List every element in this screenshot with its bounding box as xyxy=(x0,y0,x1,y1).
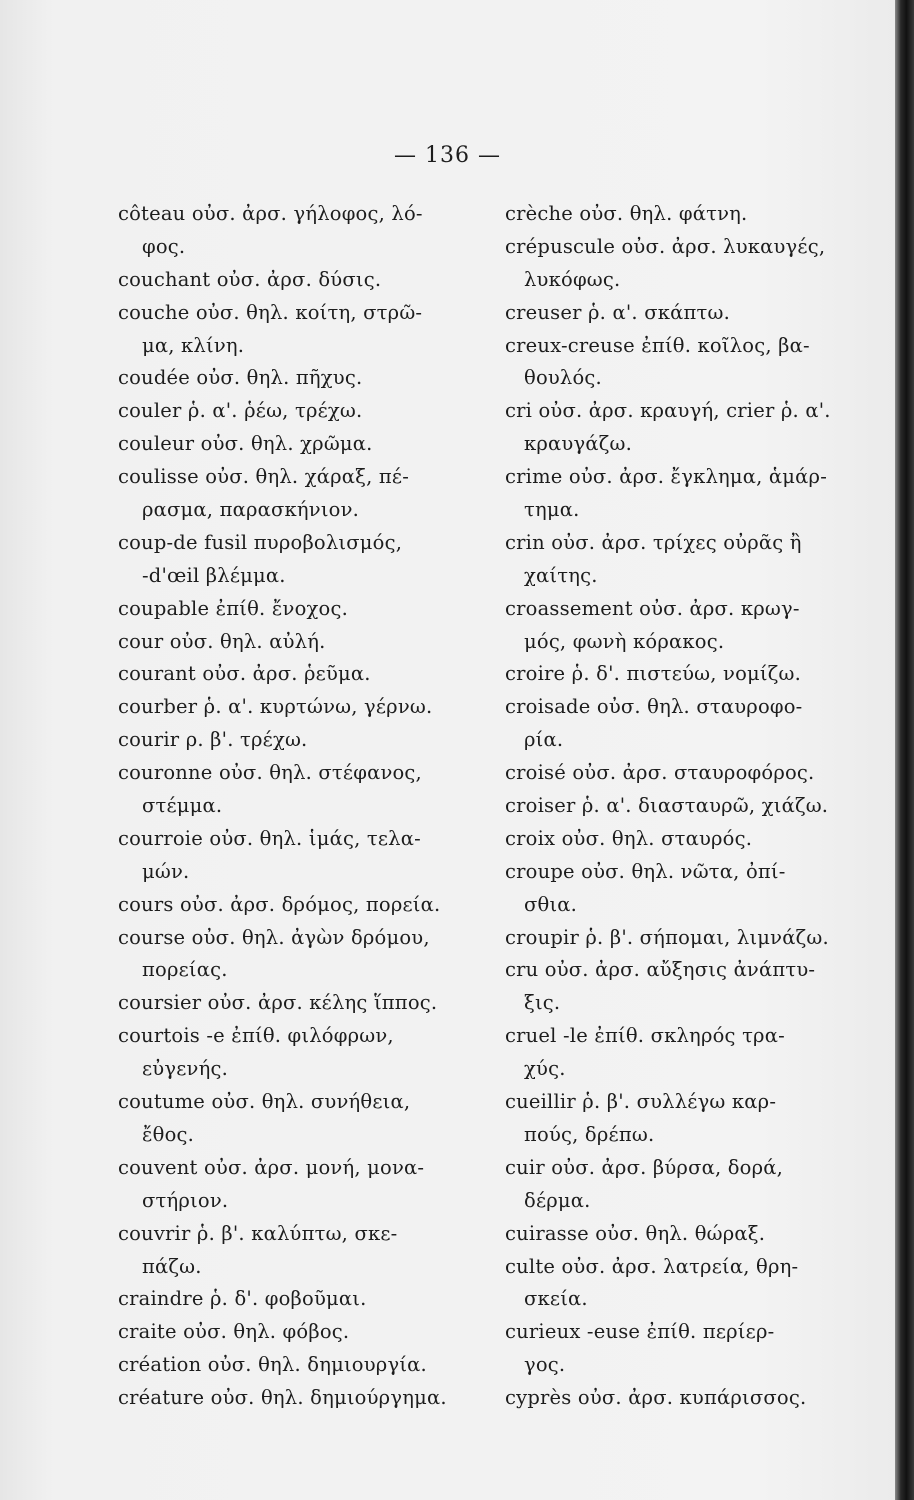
dictionary-entry-continuation: γος. xyxy=(524,1353,566,1377)
dictionary-entry-continuation: φος. xyxy=(142,234,186,258)
page-edge-shadow xyxy=(895,0,914,1500)
dictionary-entry-continuation: -d'œil βλέμμα. xyxy=(142,563,286,587)
dictionary-entry-line: cyprès οὐσ. ἀρσ. κυπάρισσος. xyxy=(505,1386,807,1410)
dictionary-entry-continuation: δέρμα. xyxy=(524,1188,591,1212)
dictionary-entry-line: crépuscule οὐσ. ἀρσ. λυκαυγές, xyxy=(505,234,826,258)
dictionary-entry-continuation: εὐγενής. xyxy=(142,1057,228,1081)
dictionary-entry-line: couler ῥ. α'. ῥέω, τρέχω. xyxy=(118,399,363,423)
dictionary-entry-line: craindre ῥ. δ'. φοβοῦμαι. xyxy=(118,1287,367,1311)
dictionary-entry-continuation: μών. xyxy=(142,859,190,883)
dictionary-entry-line: croix οὐσ. θηλ. σταυρός. xyxy=(505,826,753,850)
dictionary-entry-continuation: τημα. xyxy=(524,498,580,522)
dictionary-entry-continuation: ξις. xyxy=(524,991,561,1015)
dictionary-entry-line: cruel -le ἐπίθ. σκληρός τρα- xyxy=(505,1024,785,1048)
dictionary-entry-continuation: στέμμα. xyxy=(142,794,223,818)
dictionary-entry-line: crèche οὐσ. θηλ. φάτνη. xyxy=(505,202,748,225)
dictionary-entry-continuation: σθια. xyxy=(524,892,578,916)
left-column xyxy=(118,198,488,1415)
dictionary-entry-line: coursier οὐσ. ἀρσ. κέλης ἵππος. xyxy=(118,991,438,1015)
dictionary-entry-continuation: μός, φωνὴ κόρακος. xyxy=(524,629,725,653)
dictionary-entry-line: croisade οὐσ. θηλ. σταυροφο- xyxy=(505,695,803,719)
dictionary-entry-line: couche οὐσ. θηλ. κοίτη, στρῶ- xyxy=(118,300,423,324)
dictionary-entry-continuation: χύς. xyxy=(524,1057,566,1081)
dictionary-entry-line: cri οὐσ. ἀρσ. κραυγή, crier ῥ. α'. xyxy=(505,399,831,423)
dictionary-entry-line: coudée οὐσ. θηλ. πῆχυς. xyxy=(118,366,363,390)
dictionary-entry-line: création οὐσ. θηλ. δημιουργία. xyxy=(118,1353,427,1377)
dictionary-entry-continuation: κραυγάζω. xyxy=(524,432,632,456)
dictionary-entry-continuation: πορείας. xyxy=(142,958,228,982)
dictionary-entry-line: course οὐσ. θηλ. ἀγὼν δρόμου, xyxy=(118,925,430,949)
dictionary-entry-continuation: ἔθος. xyxy=(142,1122,195,1146)
dictionary-entry-line: crin οὐσ. ἀρσ. τρίχες οὐρᾶς ἢ xyxy=(505,530,802,554)
dictionary-entry-line: cuir οὐσ. ἀρσ. βύρσα, δορά, xyxy=(505,1155,784,1179)
dictionary-entry-line: couleur οὐσ. θηλ. χρῶμα. xyxy=(118,432,373,456)
dictionary-entry-continuation: θουλός. xyxy=(524,366,602,390)
dictionary-entry-line: croisé οὐσ. ἀρσ. σταυροφόρος. xyxy=(505,761,815,785)
dictionary-entry-line: curieux -euse ἐπίθ. περίερ- xyxy=(505,1320,775,1344)
dictionary-entry-line: creuser ῥ. α'. σκάπτω. xyxy=(505,300,730,324)
dictionary-entry-line: cour οὐσ. θηλ. αὐλή. xyxy=(118,629,326,653)
page-number: — 136 — xyxy=(394,143,501,168)
dictionary-entry-continuation: στήριον. xyxy=(142,1188,229,1212)
dictionary-entry-line: croupe οὐσ. θηλ. νῶτα, ὀπί- xyxy=(505,859,786,883)
dictionary-entry-line: coupable ἐπίθ. ἔνοχος. xyxy=(118,596,348,620)
dictionary-entry-line: coup-de fusil πυροβολισμός, xyxy=(118,530,403,554)
dictionary-entry-line: courber ῥ. α'. κυρτώνω, γέρνω. xyxy=(118,695,433,719)
right-column xyxy=(505,198,850,1415)
dictionary-entry-line: côteau οὐσ. ἀρσ. γήλοφος, λό- xyxy=(118,202,423,225)
dictionary-entry-line: croire ῥ. δ'. πιστεύω, νομίζω. xyxy=(505,662,802,686)
dictionary-entry-line: couronne οὐσ. θηλ. στέφανος, xyxy=(118,761,422,785)
dictionary-entry-continuation: λυκόφως. xyxy=(524,267,621,291)
dictionary-entry-line: culte οὐσ. ἀρσ. λατρεία, θρη- xyxy=(505,1254,799,1278)
dictionary-entry-continuation: ρασμα, παρασκήνιον. xyxy=(142,498,360,522)
dictionary-entry-continuation: ρία. xyxy=(524,728,564,752)
dictionary-entry-line: couvrir ῥ. β'. καλύπτω, σκε- xyxy=(118,1221,398,1245)
dictionary-entry-line: coutume οὐσ. θηλ. συνήθεια, xyxy=(118,1090,411,1114)
dictionary-entry-line: coulisse οὐσ. θηλ. χάραξ, πέ- xyxy=(118,465,409,489)
dictionary-entry-line: courroie οὐσ. θηλ. ἱμάς, τελα- xyxy=(118,826,421,850)
dictionary-entry-line: cueillir ῥ. β'. συλλέγω καρ- xyxy=(505,1090,777,1114)
dictionary-entry-continuation: σκεία. xyxy=(524,1287,588,1311)
dictionary-entry-line: cuirasse οὐσ. θηλ. θώραξ. xyxy=(505,1221,766,1245)
dictionary-entry-line: craite οὐσ. θηλ. φόβος. xyxy=(118,1320,350,1344)
dictionary-entry-line: créature οὐσ. θηλ. δημιούργημα. xyxy=(118,1386,447,1410)
dictionary-entry-line: couchant οὐσ. ἀρσ. δύσις. xyxy=(118,267,382,291)
dictionary-entry-line: croiser ῥ. α'. διασταυρῶ, χιάζω. xyxy=(505,794,829,818)
dictionary-entry-continuation: χαίτης. xyxy=(524,563,598,587)
dictionary-entry-line: courir ρ. β'. τρέχω. xyxy=(118,728,308,752)
dictionary-entry-continuation: πάζω. xyxy=(142,1254,202,1278)
dictionary-entry-line: croassement οὐσ. ἀρσ. κρωγ- xyxy=(505,596,800,620)
dictionary-entry-line: cru οὐσ. ἀρσ. αὔξησις ἀνάπτυ- xyxy=(505,958,816,982)
dictionary-entry-line: cours οὐσ. ἀρσ. δρόμος, πορεία. xyxy=(118,892,441,916)
dictionary-entry-line: couvent οὐσ. ἀρσ. μονή, μονα- xyxy=(118,1155,425,1179)
dictionary-entry-line: crime οὐσ. ἀρσ. ἔγκλημα, ἁμάρ- xyxy=(505,465,827,489)
dictionary-entry-continuation: πούς, δρέπω. xyxy=(524,1122,655,1146)
dictionary-entry-line: croupir ῥ. β'. σήπομαι, λιμνάζω. xyxy=(505,925,829,949)
dictionary-entry-line: courtois -e ἐπίθ. φιλόφρων, xyxy=(118,1024,394,1048)
dictionary-entry-line: courant οὐσ. ἀρσ. ῥεῦμα. xyxy=(118,662,371,686)
dictionary-entry-continuation: μα, κλίνη. xyxy=(142,333,245,357)
dictionary-entry-line: creux-creuse ἐπίθ. κοῖλος, βα- xyxy=(505,333,810,357)
